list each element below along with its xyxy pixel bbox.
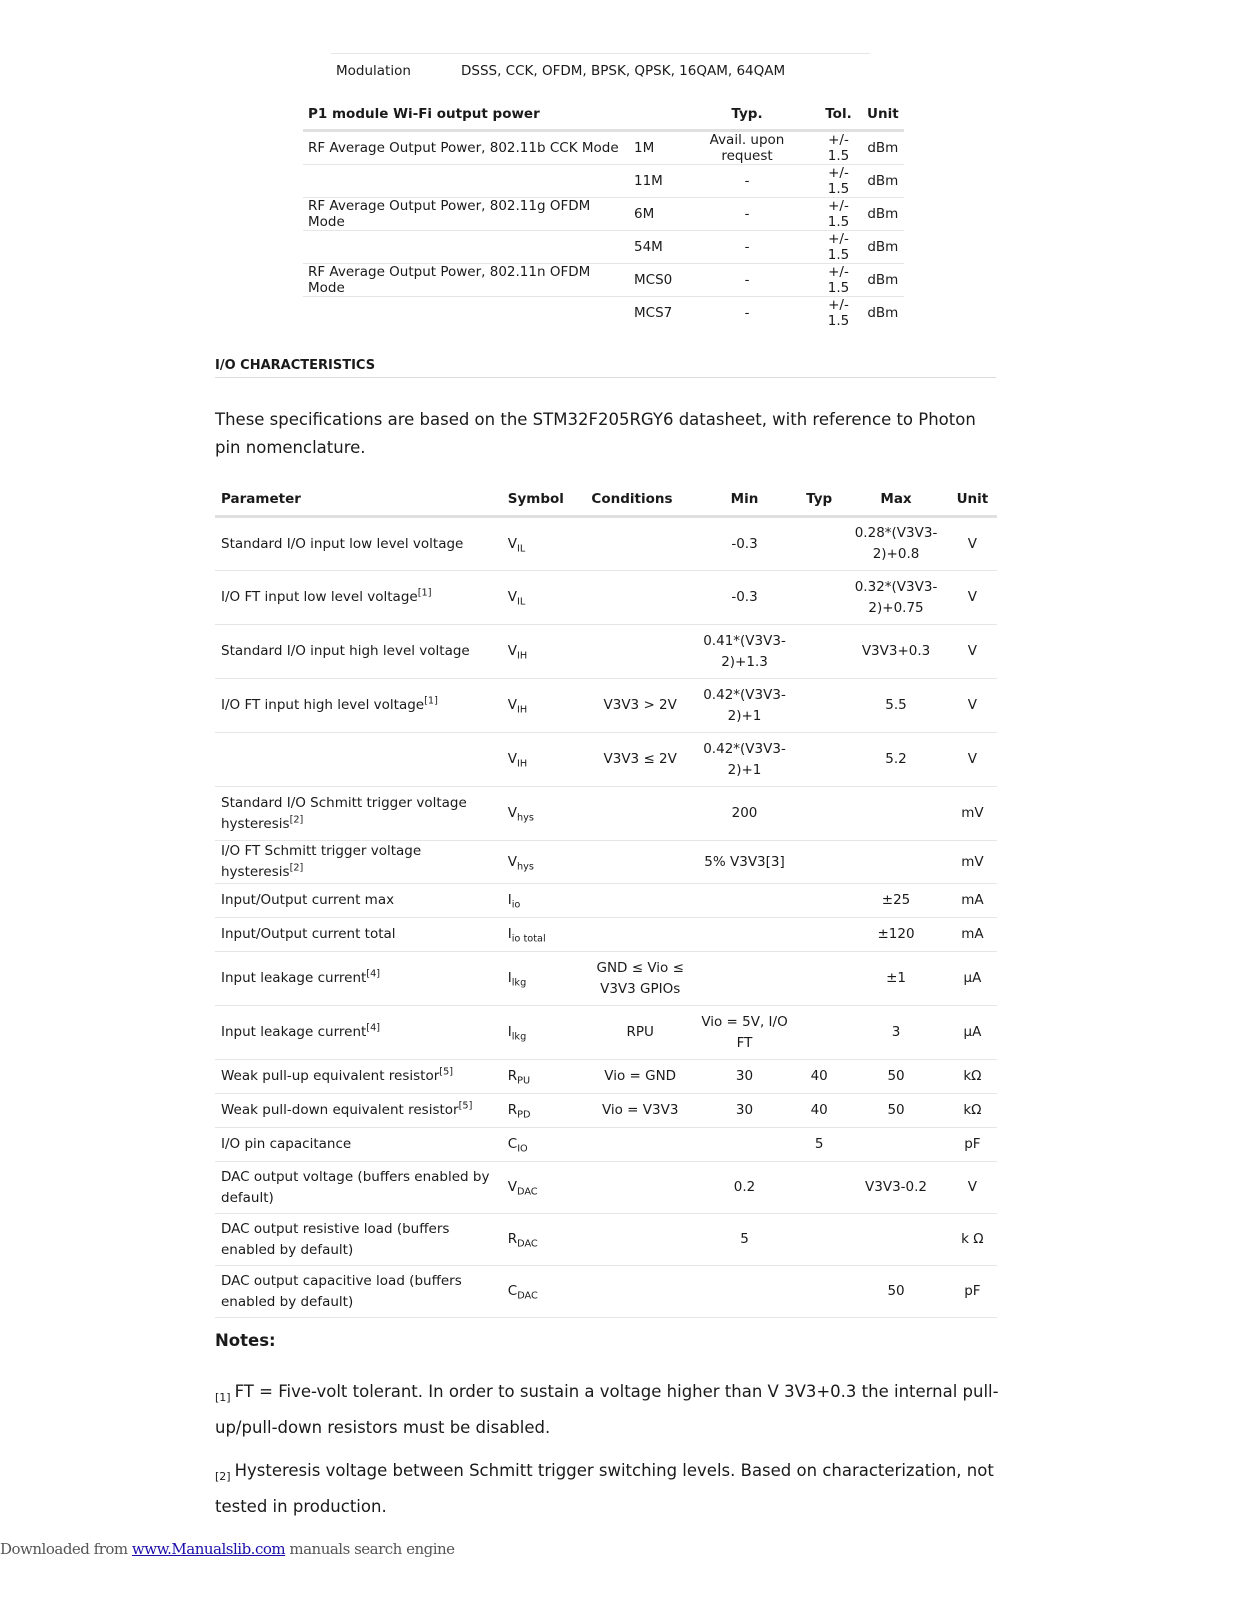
table-cell	[794, 1266, 844, 1318]
table-cell: 30	[695, 1094, 794, 1128]
table-cell	[303, 165, 629, 198]
table-cell: V3V3 > 2V	[585, 679, 695, 733]
table-cell: 0.2	[695, 1162, 794, 1214]
table-cell: GND ≤ Vio ≤ V3V3 GPIOs	[585, 952, 695, 1006]
column-header: Conditions	[585, 483, 695, 517]
table-cell	[794, 571, 844, 625]
table-cell: 200	[695, 787, 794, 841]
table-cell: $I_{lkg}$	[502, 1006, 586, 1060]
table-row	[215, 787, 997, 841]
note-text: Hysteresis voltage between Schmitt trigger switching levels. Based on characterization, not tested in production.	[215, 1461, 994, 1516]
table-header-row	[303, 98, 904, 131]
table-row	[215, 1094, 997, 1128]
table-cell: Input/Output current max	[215, 884, 502, 918]
table-cell: MCS7	[634, 305, 673, 321]
table-row	[215, 1060, 997, 1094]
table-cell: $C_{DAC}$	[502, 1266, 586, 1318]
table-cell: +/- 1.5	[815, 264, 862, 297]
table-cell	[695, 918, 794, 952]
table-cell	[844, 1214, 948, 1266]
table-cell	[585, 918, 695, 952]
table-cell: $R_{DAC}$	[502, 1214, 586, 1266]
table-cell: kΩ	[948, 1060, 997, 1094]
table-cell: kΩ	[948, 1094, 997, 1128]
table-cell: +/- 1.5	[815, 131, 862, 165]
table-cell: DAC output voltage (buffers enabled by default)	[215, 1162, 502, 1214]
table-cell: V	[948, 733, 997, 787]
note-item	[215, 1377, 1005, 1443]
table-cell: 5.2	[844, 733, 948, 787]
table-row	[215, 1214, 997, 1266]
note-marker: [1]	[215, 1390, 231, 1404]
table-cell: $R_{PD}$	[502, 1094, 586, 1128]
table-cell: μA	[948, 952, 997, 1006]
table-cell: $I_{io}$	[502, 884, 586, 918]
table-cell: V	[948, 679, 997, 733]
table-cell: V3V3+0.3	[844, 625, 948, 679]
table-row	[303, 264, 904, 297]
table-cell	[794, 884, 844, 918]
table-cell	[794, 787, 844, 841]
table-cell: 5.5	[844, 679, 948, 733]
table-row	[303, 131, 904, 165]
table-cell	[585, 841, 695, 884]
table-row	[215, 1266, 997, 1318]
table-cell: Vio = V3V3	[585, 1094, 695, 1128]
table-cell	[215, 733, 502, 787]
table-cell: k Ω	[948, 1214, 997, 1266]
manualslib-link[interactable]: www.Manualslib.com	[131, 1540, 286, 1558]
table-cell: DAC output resistive load (buffers enabled by default)	[215, 1214, 502, 1266]
table-cell: Input leakage current[4]	[215, 952, 502, 1006]
table-cell: Standard I/O Schmitt trigger voltage hysteresis[2]	[215, 787, 502, 841]
column-header	[629, 98, 679, 131]
table-cell	[695, 1128, 794, 1162]
table-cell: Input/Output current total	[215, 918, 502, 952]
table-cell: mA	[948, 884, 997, 918]
table-cell: -	[679, 165, 815, 198]
table-cell: 11M	[629, 165, 679, 198]
column-header: Typ	[794, 483, 844, 517]
table-cell	[794, 679, 844, 733]
column-header: Tol.	[815, 98, 862, 131]
table-cell: RF Average Output Power, 802.11n OFDM Mode	[303, 264, 629, 297]
table-row	[303, 165, 904, 198]
table-cell: 0.42*(V3V3-2)+1	[695, 679, 794, 733]
table-cell: -	[679, 198, 815, 231]
table-cell	[794, 625, 844, 679]
table-cell	[794, 918, 844, 952]
table-cell	[794, 841, 844, 884]
table-cell	[585, 1266, 695, 1318]
table-cell: 0.32*(V3V3-2)+0.75	[844, 571, 948, 625]
table-cell: $I_{lkg}$	[502, 952, 586, 1006]
table-cell: $V_{IH}$	[502, 625, 586, 679]
table-cell: dBm	[862, 264, 904, 297]
table-cell: $V_{IL}$	[502, 517, 586, 571]
table-cell: Standard I/O input low level voltage	[215, 517, 502, 571]
table-row	[215, 679, 997, 733]
table-row	[215, 1128, 997, 1162]
table-row	[215, 1162, 997, 1214]
table-cell: Avail. upon request	[679, 131, 815, 165]
table-row	[215, 517, 997, 571]
table-cell: 50	[844, 1060, 948, 1094]
table-row	[215, 1006, 997, 1060]
column-header: Unit	[862, 98, 904, 131]
wifi-power-table	[303, 98, 904, 329]
table-cell: 54M	[629, 231, 679, 264]
note-item	[215, 1456, 1005, 1522]
table-cell: Vio = GND	[585, 1060, 695, 1094]
table-row	[215, 625, 997, 679]
table-cell: I/O FT input high level voltage[1]	[215, 679, 502, 733]
note-text: FT = Five-volt tolerant. In order to sustain a voltage higher than V 3V3+0.3 the internal pull-up/pull-down resistors must be disabled.	[215, 1382, 999, 1437]
table-row	[303, 198, 904, 231]
table-cell: dBm	[862, 131, 904, 165]
table-cell: 0.28*(V3V3-2)+0.8	[844, 517, 948, 571]
table-cell	[794, 517, 844, 571]
table-cell: 30	[695, 1060, 794, 1094]
table-cell: RF Average Output Power, 802.11g OFDM Mode	[303, 198, 629, 231]
table-cell: ±1	[844, 952, 948, 1006]
table-cell: -0.3	[695, 571, 794, 625]
table-cell: I/O FT Schmitt trigger voltage hysteresis[2]	[215, 841, 502, 884]
table-cell	[695, 884, 794, 918]
table-cell	[794, 952, 844, 1006]
table-cell: V3V3-0.2	[844, 1162, 948, 1214]
table-row	[215, 884, 997, 918]
io-characteristics-table	[215, 483, 997, 1318]
column-header: Min	[695, 483, 794, 517]
table-cell: +/- 1.5	[815, 231, 862, 264]
table-cell: 40	[794, 1060, 844, 1094]
table-cell: RF Average Output Power, 802.11b CCK Mode	[303, 131, 629, 165]
table-cell	[585, 884, 695, 918]
table-cell: $V_{hys}$	[502, 787, 586, 841]
table-cell	[303, 231, 629, 264]
table-cell: +/- 1.5	[815, 165, 862, 198]
table-cell: +/- 1.5	[815, 198, 862, 231]
table-cell: DAC output capacitive load (buffers enabled by default)	[215, 1266, 502, 1318]
column-header: Typ.	[679, 98, 815, 131]
table-cell: pF	[948, 1128, 997, 1162]
table-cell	[794, 1162, 844, 1214]
table-cell	[585, 625, 695, 679]
table-cell: V3V3 ≤ 2V	[585, 733, 695, 787]
table-cell	[585, 1214, 695, 1266]
table-cell	[794, 1006, 844, 1060]
section-intro: These specifications are based on the STM32F205RGY6 datasheet, with reference to Photon pin nomenclature.	[215, 410, 976, 457]
table-cell: 3	[844, 1006, 948, 1060]
table-cell	[585, 787, 695, 841]
table-cell: $V_{DAC}$	[502, 1162, 586, 1214]
column-header: Parameter	[215, 483, 502, 517]
table-row	[303, 231, 904, 264]
table-cell: I/O pin capacitance	[215, 1128, 502, 1162]
table-cell: $V_{IH}$	[502, 679, 586, 733]
table-cell: 5	[695, 1214, 794, 1266]
table-cell: Input leakage current[4]	[215, 1006, 502, 1060]
table-cell: 6M	[629, 198, 679, 231]
table-row	[215, 841, 997, 884]
table-row	[303, 297, 904, 330]
table-cell: V	[948, 517, 997, 571]
table-row	[215, 918, 997, 952]
column-header: Unit	[948, 483, 997, 517]
table-cell: 50	[844, 1266, 948, 1318]
table-cell: 1M	[629, 131, 679, 165]
table-cell	[844, 1128, 948, 1162]
note-marker: [2]	[215, 1469, 231, 1483]
notes-title: Notes:	[215, 1331, 276, 1350]
table-cell: V	[948, 625, 997, 679]
table-cell: ±120	[844, 918, 948, 952]
table-cell: dBm	[867, 305, 899, 321]
table-cell: -0.3	[695, 517, 794, 571]
table-cell: -	[679, 264, 815, 297]
column-header: P1 module Wi-Fi output power	[303, 98, 629, 131]
table-cell: μA	[948, 1006, 997, 1060]
table-cell: V	[948, 1162, 997, 1214]
table-cell	[303, 297, 629, 330]
table-cell: -	[679, 231, 815, 264]
table-cell	[695, 952, 794, 1006]
table-cell: V	[948, 571, 997, 625]
table-cell: 5% V3V3[3]	[695, 841, 794, 884]
table-cell	[844, 841, 948, 884]
table-cell: mV	[948, 787, 997, 841]
table-cell: dBm	[862, 165, 904, 198]
table-cell: -	[744, 305, 750, 321]
table-header-row	[215, 483, 997, 517]
table-cell	[794, 733, 844, 787]
table-cell	[585, 517, 695, 571]
table-cell: $C_{IO}$	[502, 1128, 586, 1162]
table-row	[215, 571, 997, 625]
download-footer	[0, 1540, 455, 1558]
section-heading: I/O CHARACTERISTICS	[215, 358, 996, 378]
table-cell: Weak pull-down equivalent resistor[5]	[215, 1094, 502, 1128]
table-cell: Standard I/O input high level voltage	[215, 625, 502, 679]
table-cell: $V_{IH}$	[502, 733, 586, 787]
table-cell: mV	[948, 841, 997, 884]
footer-prefix: Downloaded from	[0, 1540, 132, 1558]
io-table-body	[215, 517, 997, 1318]
table-cell: ±25	[844, 884, 948, 918]
table-cell	[585, 571, 695, 625]
column-header: Symbol	[502, 483, 586, 517]
table-cell: pF	[948, 1266, 997, 1318]
table-row	[215, 952, 997, 1006]
table-cell: 0.41*(V3V3-2)+1.3	[695, 625, 794, 679]
modulation-row	[331, 53, 870, 88]
table-cell: $R_{PU}$	[502, 1060, 586, 1094]
modulation-label: Modulation	[336, 63, 411, 79]
footer-suffix: manuals search engine	[285, 1540, 455, 1558]
table-cell: 0.42*(V3V3-2)+1	[695, 733, 794, 787]
table-cell	[695, 1266, 794, 1318]
table-cell: 40	[794, 1094, 844, 1128]
table-cell: dBm	[862, 198, 904, 231]
modulation-value: DSSS, CCK, OFDM, BPSK, QPSK, 16QAM, 64QAM	[461, 63, 786, 79]
table-cell: Vio = 5V, I/O FT	[695, 1006, 794, 1060]
table-cell: 5	[794, 1128, 844, 1162]
table-cell: dBm	[862, 231, 904, 264]
table-cell: RPU	[585, 1006, 695, 1060]
table-cell: $V_{IL}$	[502, 571, 586, 625]
table-cell: 50	[844, 1094, 948, 1128]
table-cell: $V_{hys}$	[502, 841, 586, 884]
table-cell: mA	[948, 918, 997, 952]
table-cell: Weak pull-up equivalent resistor[5]	[215, 1060, 502, 1094]
table-cell: +/- 1.5	[827, 297, 850, 329]
table-cell: I/O FT input low level voltage[1]	[215, 571, 502, 625]
table-cell	[585, 1128, 695, 1162]
table-row	[215, 733, 997, 787]
table-cell: MCS0	[629, 264, 679, 297]
column-header: Max	[844, 483, 948, 517]
table-cell	[844, 787, 948, 841]
table-cell	[794, 1214, 844, 1266]
table-cell: $I_{io total}$	[502, 918, 586, 952]
table-cell	[585, 1162, 695, 1214]
